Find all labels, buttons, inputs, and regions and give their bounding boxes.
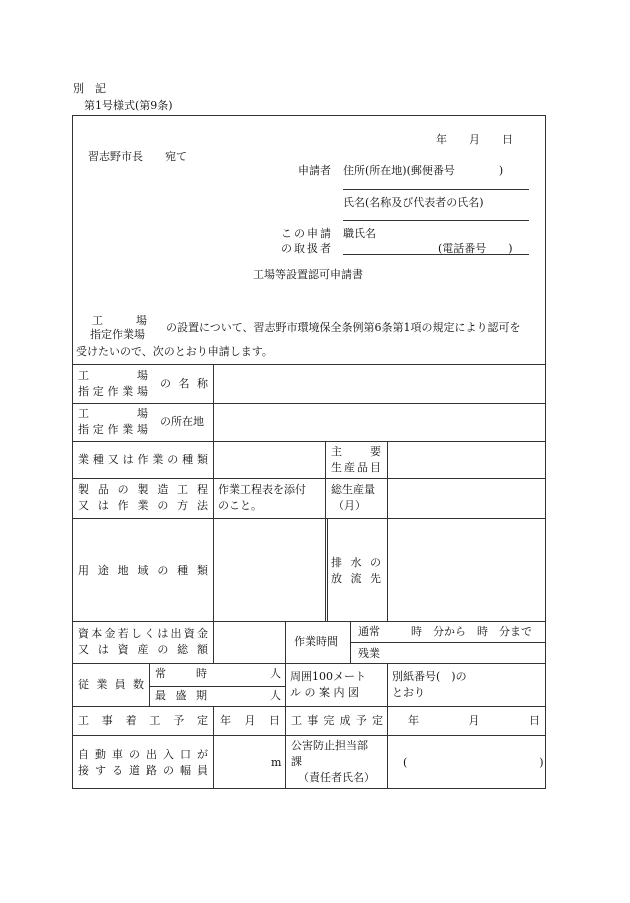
pollution-dept-label-2: 課 <box>291 755 302 768</box>
row-line <box>72 706 546 707</box>
row-line <box>72 735 546 736</box>
handler-label-1: この申請 <box>281 227 333 240</box>
handler-label-2: の取扱者 <box>281 242 333 255</box>
annex-label: 別 記 <box>73 82 106 95</box>
construction-complete-label: 工事完成予定 <box>291 714 383 727</box>
responsible-person-label: （責任者氏名） <box>298 771 375 784</box>
applicant-label: 申請者 <box>298 164 331 177</box>
normal-hours-field[interactable]: 時 分から 時 分まで <box>411 625 532 638</box>
attached-sheet-text-1: 別紙番号( )の <box>392 670 467 683</box>
process-note-1: 作業工程表を添付 <box>218 483 306 496</box>
construction-start-label: 工事着工予定 <box>78 714 208 727</box>
industry-field[interactable] <box>214 442 324 477</box>
pollution-dept-label-1: 公害防止担当部 <box>291 739 368 752</box>
zoning-field[interactable] <box>214 519 324 620</box>
facility-location-field[interactable] <box>214 404 545 440</box>
form-title: 工場等設置認可申請書 <box>253 268 363 281</box>
road-width-label-2: 接する道路の幅員 <box>78 764 208 777</box>
method-label-1: 製品の製造工程 <box>78 483 208 496</box>
factory-word: 工 場 <box>92 314 147 327</box>
handler-title: 職氏名 <box>343 227 376 240</box>
address-underline[interactable] <box>343 189 529 190</box>
guide-map-label-2: ル の 案 内 図 <box>290 686 359 699</box>
work-site-word: 指定作業場 <box>90 328 145 341</box>
main-product-field[interactable] <box>388 442 545 477</box>
process-note-2: のこと。 <box>218 499 262 512</box>
construction-start-date[interactable]: 年 月 日 <box>220 714 280 727</box>
col-line <box>285 621 286 789</box>
name-suffix: の名称 <box>160 377 208 390</box>
industry-label: 業種又は作業の種類 <box>78 453 208 466</box>
addressee: 習志野市長 宛て <box>88 150 187 163</box>
zoning-label: 用途地域の種類 <box>78 564 208 577</box>
col-line <box>387 663 388 789</box>
name-site-label: 指定作業場 <box>78 385 148 398</box>
form-number: 第1号様式(第9条) <box>84 99 173 112</box>
drain-label-1: 排水の <box>331 556 381 569</box>
attached-sheet-text-2: とおり <box>392 686 425 699</box>
main-product-label-2: 生産品目 <box>331 461 381 474</box>
drain-label-2: 放流先 <box>331 572 381 585</box>
method-label-2: 又は作業の方法 <box>78 499 208 512</box>
total-output-label: 総生産量 <box>331 483 375 496</box>
employees-label: 従業員数 <box>78 678 144 691</box>
main-product-label-1: 主 要 <box>331 445 381 458</box>
regular-employees-label: 常 時 <box>155 667 207 680</box>
row-line <box>72 663 546 664</box>
responsible-person-field[interactable]: ( ) <box>403 756 544 769</box>
overtime-label: 残業 <box>358 647 380 660</box>
col-line <box>149 663 150 706</box>
location-factory-label: 工 場 <box>78 407 148 420</box>
capital-field[interactable] <box>214 622 284 662</box>
road-width-label-1: 自動車の出入口が <box>78 748 208 761</box>
row-line <box>72 621 546 622</box>
col-line <box>213 706 214 789</box>
intro-text-2: 受けたいので、次のとおり申請します。 <box>76 345 273 358</box>
total-output-unit: （月） <box>333 499 366 512</box>
date-field[interactable]: 年 月 日 <box>436 133 513 146</box>
peak-employees-unit: 人 <box>270 689 281 702</box>
name-underline[interactable] <box>343 220 529 221</box>
name-factory-label: 工 場 <box>78 369 148 382</box>
construction-complete-date[interactable]: 年 月 日 <box>408 714 540 727</box>
work-hours-label: 作業時間 <box>294 635 338 648</box>
location-site-label: 指定作業場 <box>78 423 148 436</box>
row-line <box>149 686 285 687</box>
phone-label: (電話番号 ) <box>438 242 513 255</box>
peak-employees-label: 最盛期 <box>155 689 207 702</box>
location-suffix: の所在地 <box>160 415 204 428</box>
drain-destination-field[interactable] <box>388 519 545 620</box>
regular-employees-unit: 人 <box>270 667 281 680</box>
col-line <box>327 518 328 621</box>
col-line <box>350 621 351 663</box>
meter-unit: m <box>271 756 282 769</box>
facility-name-field[interactable] <box>214 365 545 402</box>
guide-map-label-1: 周囲100メート <box>290 670 366 683</box>
address-label: 住所(所在地)(郵便番号 ) <box>343 164 504 177</box>
overtime-field[interactable] <box>388 643 545 662</box>
total-output-field[interactable] <box>388 479 545 517</box>
col-line <box>325 441 326 621</box>
normal-hours-label: 通常 <box>358 625 380 638</box>
capital-label-1: 資本金若しくは出資金 <box>78 627 208 640</box>
capital-label-2: 又は資産の総額 <box>78 643 208 656</box>
handler-underline[interactable] <box>343 254 529 255</box>
name-label: 氏名(名称及び代表者の氏名) <box>343 196 484 209</box>
intro-text-1: の設置について、習志野市環境保全条例第6条第1項の規定により認可を <box>166 321 521 334</box>
